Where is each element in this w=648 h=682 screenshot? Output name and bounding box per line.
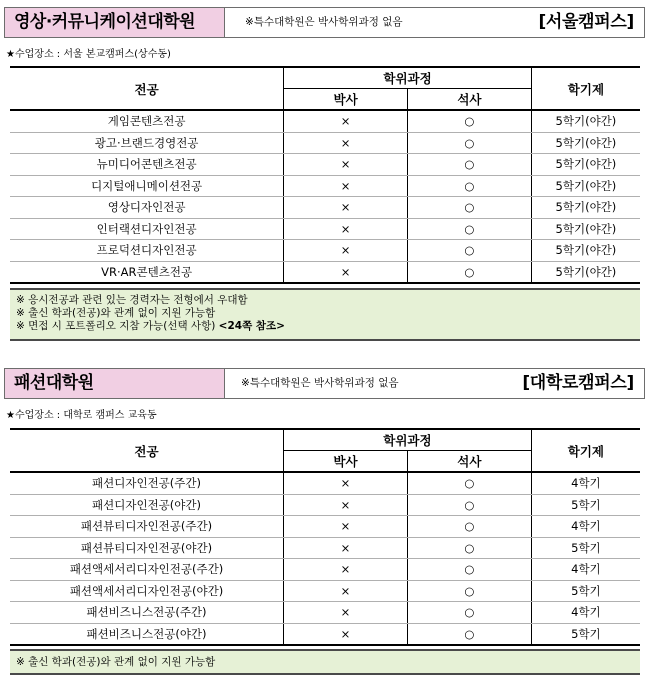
- col-header-phd: 박사: [284, 451, 408, 473]
- table-row: [10, 537, 640, 559]
- major-cell: 영상디자인전공: [10, 197, 284, 219]
- campus-label: [서울캠퍼스]: [538, 12, 634, 32]
- master-cell: ○: [407, 602, 531, 624]
- master-cell: ○: [407, 559, 531, 581]
- section-header-video-communication: [4, 7, 645, 38]
- major-cell: 패션디자인전공(주간): [10, 472, 284, 494]
- table-row: [10, 154, 640, 176]
- table-row: [10, 516, 640, 538]
- semester-cell: 5학기: [531, 494, 640, 516]
- phd-cell: ×: [284, 559, 408, 581]
- phd-cell: ×: [284, 602, 408, 624]
- master-cell: ○: [407, 494, 531, 516]
- semester-cell: 5학기(야간): [531, 132, 640, 154]
- note-text: ※ 면접 시 포트폴리오 지참 가능(선택 사항): [16, 320, 216, 332]
- major-table-fashion: [10, 428, 640, 646]
- semester-cell: 4학기: [531, 602, 640, 624]
- col-header-degree: 학위과정: [284, 429, 532, 451]
- major-cell: 패션액세서리디자인전공(야간): [10, 580, 284, 602]
- table-row: [10, 261, 640, 283]
- master-cell: ○: [408, 240, 532, 262]
- note-line: ※ 응시전공과 관련 있는 경력자는 전형에서 우대함: [16, 294, 248, 306]
- section-note: ※특수대학원은 박사학위과정 없음: [245, 16, 403, 28]
- semester-cell: 5학기(야간): [531, 218, 640, 240]
- phd-cell: ×: [284, 580, 408, 602]
- master-cell: ○: [407, 580, 531, 602]
- major-cell: 인터랙션디자인전공: [10, 218, 284, 240]
- col-header-major: 전공: [10, 429, 284, 472]
- table-row: [10, 494, 640, 516]
- table-row: [10, 472, 640, 494]
- col-header-semester: 학기제: [531, 429, 640, 472]
- table-row: [10, 240, 640, 262]
- major-cell: VR·AR콘텐츠전공: [10, 261, 284, 283]
- major-cell: 프로덕션디자인전공: [10, 240, 284, 262]
- note-line: [16, 320, 634, 333]
- major-cell: 패션비즈니스전공(주간): [10, 602, 284, 624]
- major-cell: 패션액세서리디자인전공(주간): [10, 559, 284, 581]
- phd-cell: ×: [284, 132, 408, 154]
- master-cell: ○: [408, 132, 532, 154]
- phd-cell: ×: [284, 110, 408, 132]
- table-row: [10, 623, 640, 645]
- phd-cell: ×: [284, 623, 408, 645]
- table-row: [10, 110, 640, 132]
- semester-cell: 5학기: [531, 623, 640, 645]
- master-cell: ○: [408, 154, 532, 176]
- semester-cell: 5학기(야간): [531, 197, 640, 219]
- semester-cell: 5학기(야간): [531, 175, 640, 197]
- table-row: [10, 132, 640, 154]
- note-line: ※ 출신 학과(전공)와 관계 없이 지원 가능함: [16, 307, 216, 319]
- section-header-fashion: [4, 368, 645, 399]
- note-line: ※ 출신 학과(전공)와 관계 없이 지원 가능함: [16, 656, 216, 668]
- semester-cell: 5학기(야간): [531, 261, 640, 283]
- phd-cell: ×: [284, 261, 408, 283]
- col-header-degree: 학위과정: [284, 67, 532, 89]
- master-cell: ○: [407, 472, 531, 494]
- phd-cell: ×: [284, 537, 408, 559]
- phd-cell: ×: [284, 197, 408, 219]
- major-cell: 패션디자인전공(야간): [10, 494, 284, 516]
- semester-cell: 4학기: [531, 472, 640, 494]
- phd-cell: ×: [284, 154, 408, 176]
- col-header-master: 석사: [408, 89, 532, 111]
- semester-cell: 5학기: [531, 537, 640, 559]
- major-cell: 패션뷰티디자인전공(야간): [10, 537, 284, 559]
- class-location: ★수업장소 : 대학로 캠퍼스 교육동: [6, 410, 157, 421]
- master-cell: ○: [408, 175, 532, 197]
- notes-box-fashion: [10, 649, 640, 675]
- major-cell: 게임콘텐츠전공: [10, 110, 284, 132]
- col-header-master: 석사: [407, 451, 531, 473]
- col-header-semester: 학기제: [531, 67, 640, 110]
- table-row: [10, 559, 640, 581]
- semester-cell: 5학기(야간): [531, 110, 640, 132]
- master-cell: ○: [407, 537, 531, 559]
- semester-cell: 5학기(야간): [531, 154, 640, 176]
- section-title: 패션대학원: [5, 369, 225, 398]
- major-table-video-communication: [10, 66, 640, 284]
- table-row: [10, 580, 640, 602]
- phd-cell: ×: [284, 240, 408, 262]
- semester-cell: 5학기(야간): [531, 240, 640, 262]
- phd-cell: ×: [284, 472, 408, 494]
- major-cell: 디지털애니메이션전공: [10, 175, 284, 197]
- phd-cell: ×: [284, 516, 408, 538]
- master-cell: ○: [407, 623, 531, 645]
- class-location: ★수업장소 : 서울 본교캠퍼스(상수동): [6, 49, 171, 60]
- note-page-ref: <24쪽 참조>: [218, 320, 285, 332]
- master-cell: ○: [408, 110, 532, 132]
- semester-cell: 5학기: [531, 580, 640, 602]
- phd-cell: ×: [284, 494, 408, 516]
- col-header-phd: 박사: [284, 89, 408, 111]
- master-cell: ○: [408, 197, 532, 219]
- section-note: ※특수대학원은 박사학위과정 없음: [241, 377, 399, 389]
- master-cell: ○: [408, 218, 532, 240]
- semester-cell: 4학기: [531, 516, 640, 538]
- master-cell: ○: [407, 516, 531, 538]
- semester-cell: 4학기: [531, 559, 640, 581]
- notes-box-video-communication: [10, 288, 640, 341]
- campus-label: [대학로캠퍼스]: [522, 373, 634, 393]
- master-cell: ○: [408, 261, 532, 283]
- phd-cell: ×: [284, 218, 408, 240]
- major-cell: 뉴미디어콘텐츠전공: [10, 154, 284, 176]
- table-row: [10, 175, 640, 197]
- major-cell: 패션비즈니스전공(야간): [10, 623, 284, 645]
- phd-cell: ×: [284, 175, 408, 197]
- table-row: [10, 602, 640, 624]
- table-row: [10, 218, 640, 240]
- section-title: 영상·커뮤니케이션대학원: [5, 8, 225, 37]
- col-header-major: 전공: [10, 67, 284, 110]
- major-cell: 광고·브랜드경영전공: [10, 132, 284, 154]
- major-cell: 패션뷰티디자인전공(주간): [10, 516, 284, 538]
- table-row: [10, 197, 640, 219]
